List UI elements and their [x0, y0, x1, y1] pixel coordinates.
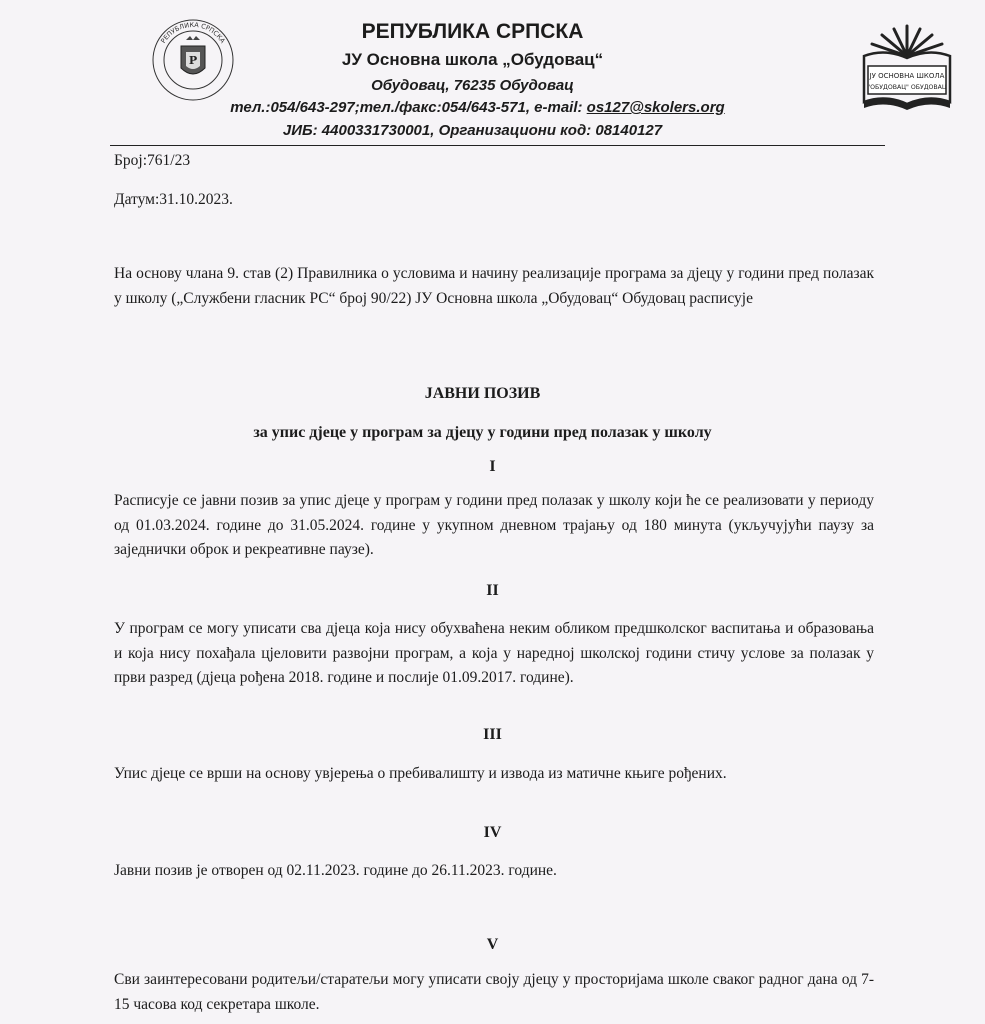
section-text: Сви заинтересовани родитељи/старатељи могу уписати своју дјецу у просторијама школе сваког радног дана од 7-15 часова код секретара школе. — [114, 971, 874, 1013]
svg-text:ЈУ ОСНОВНА ШКОЛА: ЈУ ОСНОВНА ШКОЛА — [869, 72, 945, 80]
school-address: Обудовац, 76235 Обудовац — [371, 77, 574, 94]
section-text: Расписује се јавни позив за упис дјеце у програм у години пред полазак у школу који ће се реализовати у периоду од 01.03.2024. године до 31.05.2024. године у укупном дневном трајању од 180 минута (укључујући паузу за заједнички оброк и рекреативне паузе). — [114, 492, 874, 558]
svg-text:Р: Р — [188, 54, 198, 67]
republic-title: РЕПУБЛИКА СРПСКА — [361, 20, 584, 43]
section-text: Јавни позив је отворен од 02.11.2023. године до 26.11.2023. године. — [114, 862, 557, 879]
letterhead-divider — [110, 145, 885, 146]
section-numeral: III — [483, 726, 502, 743]
document-number: Број:761/23 — [114, 152, 191, 169]
notice-subtitle: за упис дјеце у програм за дјецу у години пред полазак у школу — [253, 424, 712, 441]
section-text: У програм се могу уписати сва дјеца која нису обухваћена неким обликом предшколског васпитања и образовања и која нису похађала цјеловити развојни програм, а која у наредној школској години стичу услове за полазак у први разред (дјеца рођена 2018. године и послије 01.09.2017. године). — [114, 620, 874, 686]
email-link[interactable]: os127@skolers.org — [586, 99, 725, 116]
intro-paragraph: На основу члана 9. став (2) Правилника о условима и начину реализације програма за дјецу у години пред полазак у школу („Службени гласник РС“ број 90/22) ЈУ Основна школа „Обудовац“ Обудовац расписује — [114, 265, 874, 307]
section-numeral: II — [486, 582, 499, 599]
svg-text:"ОБУДОВАЦ" ОБУДОВАЦ: "ОБУДОВАЦ" ОБУДОВАЦ — [867, 84, 947, 91]
school-name: ЈУ Основна школа „Обудовац“ — [341, 50, 604, 69]
school-logo — [852, 22, 962, 122]
section-numeral: I — [489, 458, 496, 475]
section-numeral: V — [486, 936, 499, 953]
svg-text:РЕПУБЛИКА СРПСКА: РЕПУБЛИКА СРПСКА — [159, 20, 227, 45]
section-numeral: IV — [483, 824, 502, 841]
contact-phones: тел.:054/643-297;тел./факс:054/643-571, e-mail: — [230, 99, 587, 116]
school-ids: ЈИБ: 4400331730001, Организациони код: 08140127 — [282, 122, 663, 139]
section-text: Упис дјеце се врши на основу увјерења о пребивалишту и извода из матичне књиге рођених. — [114, 765, 727, 782]
letterhead — [0, 0, 985, 150]
school-contact — [0, 99, 970, 116]
document-date: Датум:31.10.2023. — [114, 191, 233, 208]
notice-title: ЈАВНИ ПОЗИВ — [424, 385, 541, 402]
